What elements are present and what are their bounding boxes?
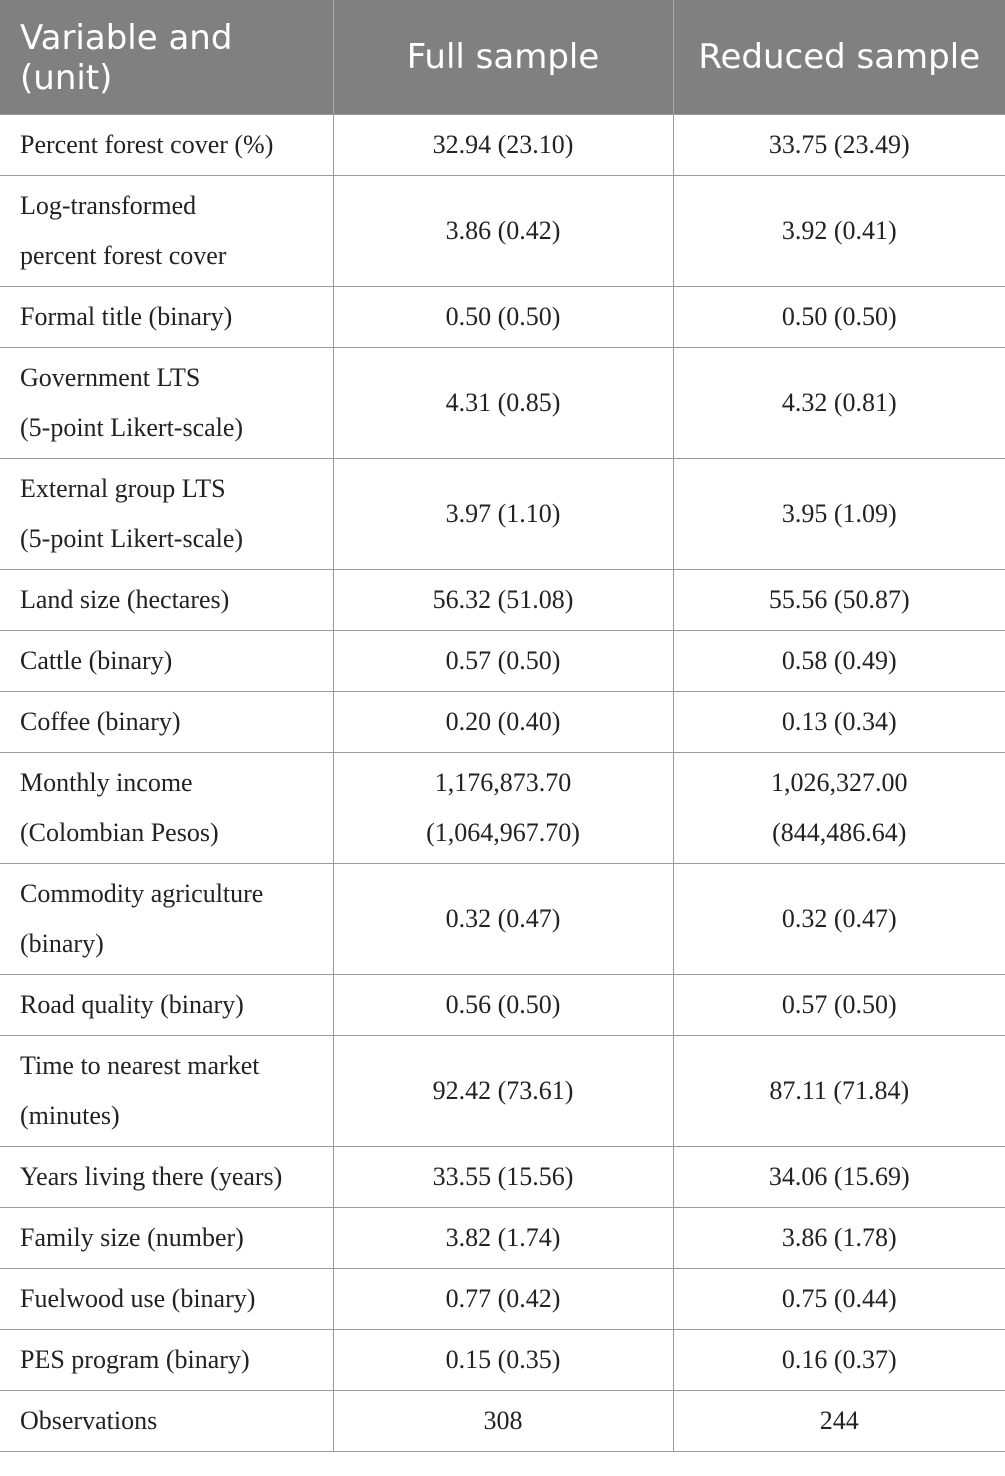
cell-text-line: 3.97 (1.10) xyxy=(445,498,561,528)
cell-text-line: Coffee (binary) xyxy=(20,706,181,736)
reduced-sample-cell xyxy=(673,974,1005,1035)
cell-text-line: 34.06 (15.69) xyxy=(768,1161,910,1191)
variable-cell xyxy=(0,175,333,286)
full-sample-cell xyxy=(333,691,673,752)
table-row xyxy=(0,347,1005,458)
cell-text-line: Government LTS xyxy=(20,362,201,392)
cell-text-line: Commodity agriculture xyxy=(20,878,264,908)
cell-text-line: Monthly income xyxy=(20,767,193,797)
full-sample-cell xyxy=(333,630,673,691)
cell-text-line: (5-point Likert-scale) xyxy=(20,412,244,442)
cell-text-line: 0.13 (0.34) xyxy=(781,706,897,736)
cell-text-line: 0.16 (0.37) xyxy=(781,1344,897,1374)
cell-text-line: (Colombian Pesos) xyxy=(20,817,219,847)
full-sample-cell xyxy=(333,1146,673,1207)
reduced-sample-cell xyxy=(673,1268,1005,1329)
variable-cell xyxy=(0,691,333,752)
cell-text-line: 0.20 (0.40) xyxy=(445,706,561,736)
full-sample-cell xyxy=(333,1207,673,1268)
cell-text-line: Percent forest cover (%) xyxy=(20,129,274,159)
table-body xyxy=(0,114,1005,1451)
variable-cell xyxy=(0,1329,333,1390)
reduced-sample-cell xyxy=(673,114,1005,175)
cell-text-line: 4.31 (0.85) xyxy=(445,387,561,417)
cell-text-line: Cattle (binary) xyxy=(20,645,173,675)
cell-text-line: Road quality (binary) xyxy=(20,989,244,1019)
cell-text-line: Family size (number) xyxy=(20,1222,244,1252)
reduced-sample-cell xyxy=(673,1035,1005,1146)
variable-cell xyxy=(0,347,333,458)
table-row xyxy=(0,974,1005,1035)
cell-text-line: 0.57 (0.50) xyxy=(781,989,897,1019)
full-sample-cell xyxy=(333,114,673,175)
reduced-sample-cell xyxy=(673,863,1005,974)
table-row xyxy=(0,286,1005,347)
cell-text-line: 3.92 (0.41) xyxy=(781,215,897,245)
table-row xyxy=(0,630,1005,691)
reduced-sample-cell xyxy=(673,1390,1005,1451)
cell-text-line: 0.75 (0.44) xyxy=(781,1283,897,1313)
cell-text-line: External group LTS xyxy=(20,473,226,503)
table-row xyxy=(0,175,1005,286)
table-row xyxy=(0,863,1005,974)
header-variable: Variable and (unit) xyxy=(0,0,333,114)
variable-cell xyxy=(0,630,333,691)
variable-cell xyxy=(0,114,333,175)
cell-text-line: (minutes) xyxy=(20,1100,120,1130)
table-row xyxy=(0,1390,1005,1451)
full-sample-cell xyxy=(333,863,673,974)
variable-cell xyxy=(0,1035,333,1146)
cell-text-line: Observations xyxy=(20,1405,158,1435)
variable-cell xyxy=(0,569,333,630)
full-sample-cell xyxy=(333,1035,673,1146)
cell-text-line: 87.11 (71.84) xyxy=(769,1075,910,1105)
table-row xyxy=(0,569,1005,630)
cell-text-line: Fuelwood use (binary) xyxy=(20,1283,256,1313)
cell-text-line: 308 xyxy=(483,1405,523,1435)
reduced-sample-cell xyxy=(673,1146,1005,1207)
cell-text-line: (1,064,967.70) xyxy=(426,817,580,847)
cell-text-line: percent forest cover xyxy=(20,240,227,270)
table-row xyxy=(0,752,1005,863)
full-sample-cell xyxy=(333,286,673,347)
variable-cell xyxy=(0,1390,333,1451)
cell-text-line: 3.86 (0.42) xyxy=(445,215,561,245)
reduced-sample-cell xyxy=(673,1329,1005,1390)
full-sample-cell xyxy=(333,1329,673,1390)
full-sample-cell xyxy=(333,569,673,630)
cell-text-line: 0.58 (0.49) xyxy=(781,645,897,675)
cell-text-line: 4.32 (0.81) xyxy=(781,387,897,417)
header-full-sample: Full sample xyxy=(333,0,673,114)
cell-text-line: 0.15 (0.35) xyxy=(445,1344,561,1374)
table-row xyxy=(0,1146,1005,1207)
reduced-sample-cell xyxy=(673,458,1005,569)
table-header xyxy=(0,0,1005,114)
cell-text-line: (binary) xyxy=(20,928,104,958)
variable-cell xyxy=(0,1207,333,1268)
cell-text-line: 0.77 (0.42) xyxy=(445,1283,561,1313)
cell-text-line: 56.32 (51.08) xyxy=(432,584,574,614)
cell-text-line: 0.50 (0.50) xyxy=(445,301,561,331)
full-sample-cell xyxy=(333,1268,673,1329)
cell-text-line: 33.75 (23.49) xyxy=(768,129,910,159)
table-row xyxy=(0,691,1005,752)
full-sample-cell xyxy=(333,974,673,1035)
reduced-sample-cell xyxy=(673,286,1005,347)
header-reduced-sample: Reduced sample xyxy=(673,0,1005,114)
table-row xyxy=(0,114,1005,175)
cell-text-line: 0.56 (0.50) xyxy=(445,989,561,1019)
cell-text-line: (844,486.64) xyxy=(772,817,907,847)
cell-text-line: 244 xyxy=(819,1405,859,1435)
cell-text-line: 32.94 (23.10) xyxy=(432,129,574,159)
table-row xyxy=(0,458,1005,569)
reduced-sample-cell xyxy=(673,175,1005,286)
full-sample-cell xyxy=(333,752,673,863)
cell-text-line: 3.86 (1.78) xyxy=(781,1222,897,1252)
variable-cell xyxy=(0,458,333,569)
cell-text-line: 92.42 (73.61) xyxy=(432,1075,574,1105)
cell-text-line: 3.95 (1.09) xyxy=(781,498,897,528)
table-row xyxy=(0,1035,1005,1146)
reduced-sample-cell xyxy=(673,569,1005,630)
reduced-sample-cell xyxy=(673,347,1005,458)
cell-text-line: Years living there (years) xyxy=(20,1161,283,1191)
reduced-sample-cell xyxy=(673,1207,1005,1268)
full-sample-cell xyxy=(333,347,673,458)
reduced-sample-cell xyxy=(673,752,1005,863)
cell-text-line: Land size (hectares) xyxy=(20,584,230,614)
cell-text-line: 1,026,327.00 xyxy=(771,767,908,797)
cell-text-line: Formal title (binary) xyxy=(20,301,233,331)
cell-text-line: 0.57 (0.50) xyxy=(445,645,561,675)
variable-cell xyxy=(0,752,333,863)
variable-cell xyxy=(0,1268,333,1329)
cell-text-line: 0.50 (0.50) xyxy=(781,301,897,331)
full-sample-cell xyxy=(333,175,673,286)
cell-text-line: 3.82 (1.74) xyxy=(445,1222,561,1252)
cell-text-line: (5-point Likert-scale) xyxy=(20,523,244,553)
header-row xyxy=(0,0,1005,114)
cell-text-line: PES program (binary) xyxy=(20,1344,250,1374)
cell-text-line: 1,176,873.70 xyxy=(434,767,572,797)
table-row xyxy=(0,1329,1005,1390)
full-sample-cell xyxy=(333,1390,673,1451)
reduced-sample-cell xyxy=(673,630,1005,691)
variable-cell xyxy=(0,974,333,1035)
cell-text-line: 55.56 (50.87) xyxy=(768,584,910,614)
table-row xyxy=(0,1207,1005,1268)
table-row xyxy=(0,1268,1005,1329)
reduced-sample-cell xyxy=(673,691,1005,752)
variable-cell xyxy=(0,863,333,974)
cell-text-line: 33.55 (15.56) xyxy=(432,1161,574,1191)
variable-cell xyxy=(0,286,333,347)
cell-text-line: Log-transformed xyxy=(20,190,197,220)
full-sample-cell xyxy=(333,458,673,569)
cell-text-line: Time to nearest market xyxy=(20,1050,260,1080)
cell-text-line: 0.32 (0.47) xyxy=(781,903,897,933)
cell-text-line: 0.32 (0.47) xyxy=(445,903,561,933)
variable-cell xyxy=(0,1146,333,1207)
